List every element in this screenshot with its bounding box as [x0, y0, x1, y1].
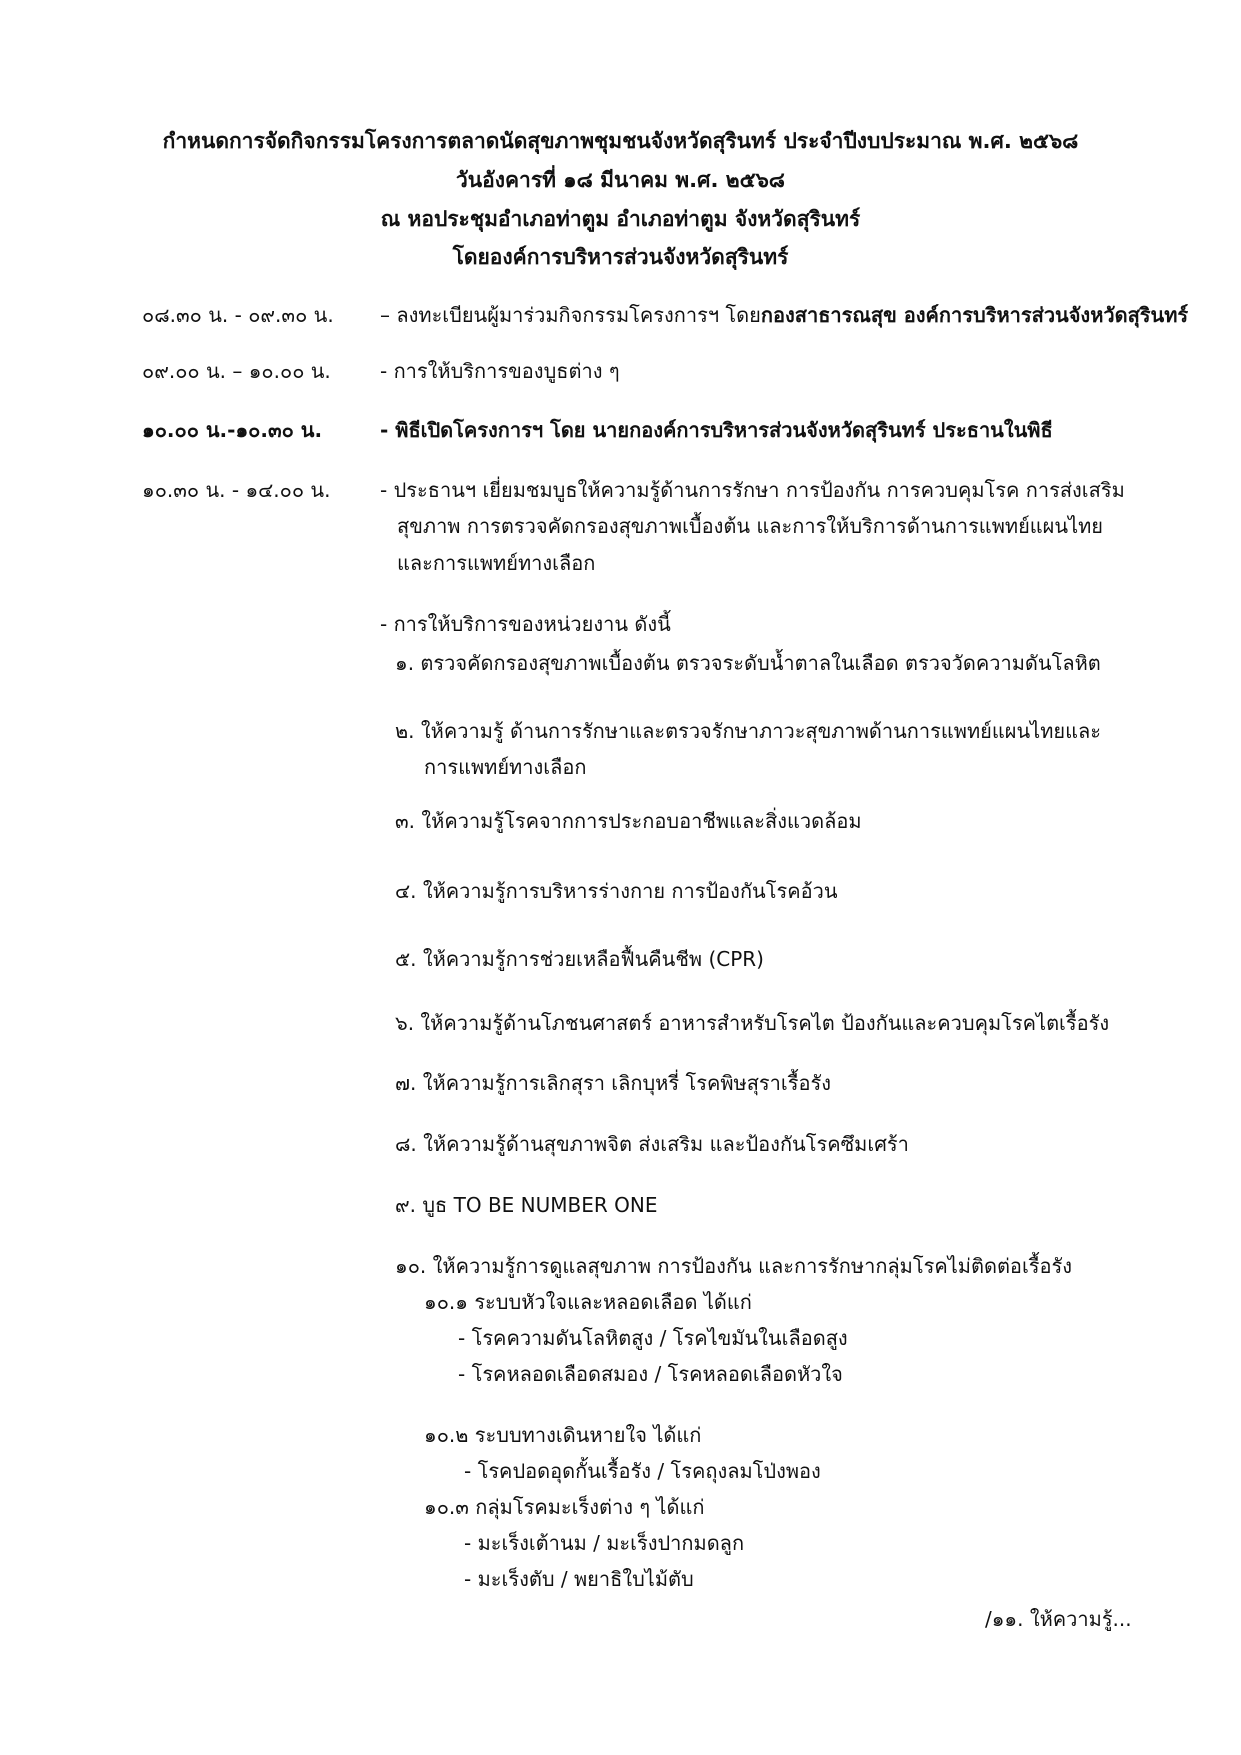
title-line-2: วันอังคารที่ ๑๘ มีนาคม พ.ศ. ๒๕๖๘: [455, 168, 786, 192]
page-continuation: /๑๑. ให้ความรู้...: [985, 1607, 1132, 1631]
service-sub-10-3-a: - มะเร็งเต้านม / มะเร็งปากมดลูก: [464, 1531, 745, 1555]
service-sub-10-2-a: - โรคปอดอุดกั้นเรื้อรัง / โรคถุงลมโป่งพอง: [464, 1459, 821, 1483]
service-sub-10-1-a: - โรคความดันโลหิตสูง / โรคไขมันในเลือดสูง: [458, 1326, 848, 1350]
service-item-3: ๓. ให้ความรู้โรคจากการประกอบอาชีพและสิ่งแวดล้อม: [395, 809, 862, 833]
service-item-10: ๑๐. ให้ความรู้การดูแลสุขภาพ การป้องกัน และการรักษากลุ่มโรคไม่ติดต่อเรื้อรัง: [395, 1254, 1073, 1278]
schedule-desc-1: [380, 300, 1188, 330]
schedule-desc-2: - การให้บริการของบูธต่าง ๆ: [380, 359, 620, 383]
schedule-desc-4-line-3: และการแพทย์ทางเลือก: [397, 551, 596, 575]
service-sub-10-3-b: - มะเร็งตับ / พยาธิใบไม้ตับ: [464, 1567, 694, 1591]
services-intro: - การให้บริการของหน่วยงาน ดังนี้: [380, 612, 671, 636]
schedule-time-2: ๐๙.๐๐ น. – ๑๐.๐๐ น.: [142, 359, 331, 383]
schedule-desc-1-plain: – ลงทะเบียนผู้มาร่วมกิจกรรมโครงการฯ โดย: [380, 303, 761, 327]
schedule-time-1: ๐๘.๓๐ น. - ๐๙.๓๐ น.: [142, 303, 334, 327]
schedule-desc-3: - พิธีเปิดโครงการฯ โดย นายกองค์การบริหารส่วนจังหวัดสุรินทร์ ประธานในพิธี: [380, 418, 1053, 442]
schedule-time-3: ๑๐.๐๐ น.-๑๐.๓๐ น.: [142, 418, 323, 442]
service-item-8: ๘. ให้ความรู้ด้านสุขภาพจิต ส่งเสริม และป้องกันโรคซึมเศร้า: [395, 1132, 909, 1156]
service-item-7: ๗. ให้ความรู้การเลิกสุรา เลิกบุหรี่ โรคพิษสุราเรื้อรัง: [395, 1071, 831, 1095]
service-item-4: ๔. ให้ความรู้การบริหารร่างกาย การป้องกันโรคอ้วน: [395, 879, 838, 903]
service-item-2: ๒. ให้ความรู้ ด้านการรักษาและตรวจรักษาภาวะสุขภาพด้านการแพทย์แผนไทยและ: [395, 719, 1101, 743]
title-line-3: ณ หอประชุมอำเภอท่าตูม อำเภอท่าตูม จังหวัดสุรินทร์: [380, 207, 861, 231]
schedule-desc-4-line-2: สุขภาพ การตรวจคัดกรองสุขภาพเบื้องต้น และการให้บริการด้านการแพทย์แผนไทย: [397, 514, 1104, 538]
service-sub-10-2: ๑๐.๒ ระบบทางเดินหายใจ ได้แก่: [424, 1423, 702, 1447]
service-item-6: ๖. ให้ความรู้ด้านโภชนศาสตร์ อาหารสำหรับโรคไต ป้องกันและควบคุมโรคไตเรื้อรัง: [395, 1011, 1110, 1035]
schedule-desc-1-bold: กองสาธารณสุข องค์การบริหารส่วนจังหวัดสุรินทร์: [760, 303, 1189, 327]
service-sub-10-1-b: - โรคหลอดเลือดสมอง / โรคหลอดเลือดหัวใจ: [458, 1362, 843, 1386]
title-line-4: โดยองค์การบริหารส่วนจังหวัดสุรินทร์: [452, 245, 789, 269]
schedule-time-4: ๑๐.๓๐ น. - ๑๔.๐๐ น.: [142, 478, 331, 502]
service-item-5: ๕. ให้ความรู้การช่วยเหลือฟื้นคืนชีพ (CPR): [395, 947, 764, 971]
service-item-9: ๙. บูธ TO BE NUMBER ONE: [395, 1193, 658, 1217]
service-item-1: ๑. ตรวจคัดกรองสุขภาพเบื้องต้น ตรวจระดับน้ำตาลในเลือด ตรวจวัดความดันโลหิต: [395, 651, 1101, 675]
schedule-desc-4-line-1: - ประธานฯ เยี่ยมชมบูธให้ความรู้ด้านการรักษา การป้องกัน การควบคุมโรค การส่งเสริม: [380, 478, 1125, 502]
service-item-2-cont: การแพทย์ทางเลือก: [424, 755, 587, 779]
service-sub-10-1: ๑๐.๑ ระบบหัวใจและหลอดเลือด ได้แก่: [424, 1290, 752, 1314]
title-line-1: กำหนดการจัดกิจกรรมโครงการตลาดนัดสุขภาพชุมชนจังหวัดสุรินทร์ ประจำปีงบประมาณ พ.ศ. ๒๕๖๘: [162, 129, 1079, 153]
service-sub-10-3: ๑๐.๓ กลุ่มโรคมะเร็งต่าง ๆ ได้แก่: [424, 1495, 705, 1519]
